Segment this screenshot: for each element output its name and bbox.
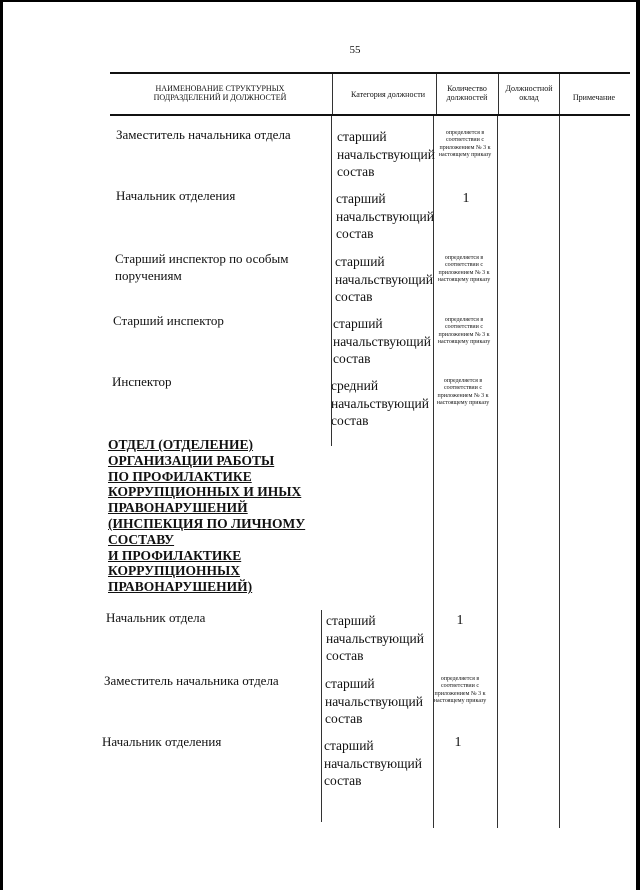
body-col-divider-4	[559, 116, 560, 828]
col-divider-3	[498, 74, 499, 114]
header-col-category: Категория должности	[351, 90, 425, 99]
row-3-category-line3: состав	[335, 289, 373, 304]
section-title-line-3: ПО ПРОФИЛАКТИКЕ	[108, 468, 252, 484]
row-7-category	[325, 675, 423, 728]
row-5-category-line2: начальствующий	[331, 395, 429, 411]
row-1-category-line2: начальствующий	[337, 146, 435, 162]
section-title-line-4: КОРРУПЦИОННЫХ И ИНЫХ	[108, 484, 302, 500]
section-title-line-7: СОСТАВУ	[108, 531, 175, 547]
scan-edge-left	[0, 0, 3, 890]
row-8-name: Начальник отделения	[102, 734, 222, 749]
row-5-category-line3: состав	[331, 413, 369, 428]
row-1-category-line1: старший	[337, 129, 387, 144]
col-divider-2	[436, 74, 437, 114]
row-2-category-line1: старший	[336, 191, 386, 206]
row-6-category-line1: старший	[326, 613, 376, 628]
section-title-line-1: ОТДЕЛ (ОТДЕЛЕНИЕ)	[108, 437, 254, 452]
row-2-name: Начальник отделения	[116, 188, 236, 203]
scan-edge-top	[0, 0, 640, 2]
row-6-category-line3: состав	[326, 648, 364, 663]
row-3-category	[335, 253, 433, 306]
row-7-name: Заместитель начальника отдела	[104, 673, 279, 688]
row-6-name: Начальник отдела	[106, 610, 206, 625]
row-5-quantity: определяется в соответствии с приложением № 3 к настоящему приказу	[436, 378, 490, 407]
row-4-category-line2: начальствующий	[333, 333, 431, 349]
row-6-quantity: 1	[456, 613, 464, 628]
row-5-name: Инспектор	[112, 374, 172, 389]
row-8-category-line1: старший	[324, 738, 374, 753]
header-col-name: НАИМЕНОВАНИЕ СТРУКТУРНЫХ ПОДРАЗДЕЛЕНИЙ И ДОЛЖНОСТЕЙ	[153, 84, 287, 103]
section-title-line-9: КОРРУПЦИОННЫХ	[108, 563, 241, 579]
col-divider-1	[332, 74, 333, 114]
row-3-category-line1: старший	[335, 254, 385, 269]
section-title-line-6: (ИНСПЕКЦИЯ ПО ЛИЧНОМУ	[108, 515, 306, 531]
page-number: 55	[349, 44, 361, 56]
row-7-category-line3: состав	[325, 711, 363, 726]
row-6-category	[326, 612, 424, 665]
row-8-category-line2: начальствующий	[324, 755, 422, 771]
row-5-category-line1: средний	[331, 378, 379, 393]
row-3-category-line2: начальствующий	[335, 271, 433, 287]
row-4-category-line1: старший	[333, 316, 383, 331]
row-2-category	[336, 190, 434, 243]
row-7-quantity: определяется в соответствии с приложением № 3 к настоящему приказу	[433, 676, 487, 705]
row-1-name: Заместитель начальника отдела	[116, 127, 291, 142]
row-4-quantity: определяется в соответствии с приложением № 3 к настоящему приказу	[437, 317, 491, 346]
body-col-divider-1b	[321, 610, 322, 822]
row-8-category-line3: состав	[324, 773, 362, 788]
section-title-line-5: ПРАВОНАРУШЕНИЙ	[108, 500, 248, 516]
row-1-quantity: определяется в соответствии с приложением № 3 к настоящему приказу	[438, 130, 492, 159]
body-col-divider-3	[497, 116, 498, 828]
row-2-quantity: 1	[462, 191, 470, 206]
row-5-category	[331, 377, 429, 430]
header-bottom-rule	[110, 114, 630, 116]
section-title-line-8: И ПРОФИЛАКТИКЕ	[108, 547, 242, 563]
header-col-note: Примечание	[572, 93, 616, 102]
header-col-salary: Должностной оклад	[505, 84, 553, 103]
row-7-category-line2: начальствующий	[325, 693, 423, 709]
header-top-rule	[110, 72, 630, 74]
row-2-category-line3: состав	[336, 226, 374, 241]
row-7-category-line1: старший	[325, 676, 375, 691]
row-1-category-line3: состав	[337, 164, 375, 179]
row-1-category	[337, 128, 435, 181]
row-4-category-line3: состав	[333, 351, 371, 366]
row-4-category	[333, 315, 431, 368]
row-8-quantity: 1	[454, 735, 462, 750]
col-divider-4	[559, 74, 560, 114]
row-2-category-line2: начальствующий	[336, 208, 434, 224]
row-3-quantity: определяется в соответствии с приложением № 3 к настоящему приказу	[437, 255, 491, 284]
row-8-category	[324, 737, 422, 790]
section-title	[108, 437, 305, 595]
section-title-line-2: ОРГАНИЗАЦИИ РАБОТЫ	[108, 452, 275, 468]
row-6-category-line2: начальствующий	[326, 630, 424, 646]
section-title-line-10: ПРАВОНАРУШЕНИЙ)	[108, 579, 253, 595]
header-col-quantity: Количество должностей	[446, 84, 488, 103]
row-3-name: Старший инспектор по особым поручениям	[115, 251, 289, 283]
row-4-name: Старший инспектор	[113, 313, 224, 328]
scan-edge-right	[636, 0, 640, 890]
